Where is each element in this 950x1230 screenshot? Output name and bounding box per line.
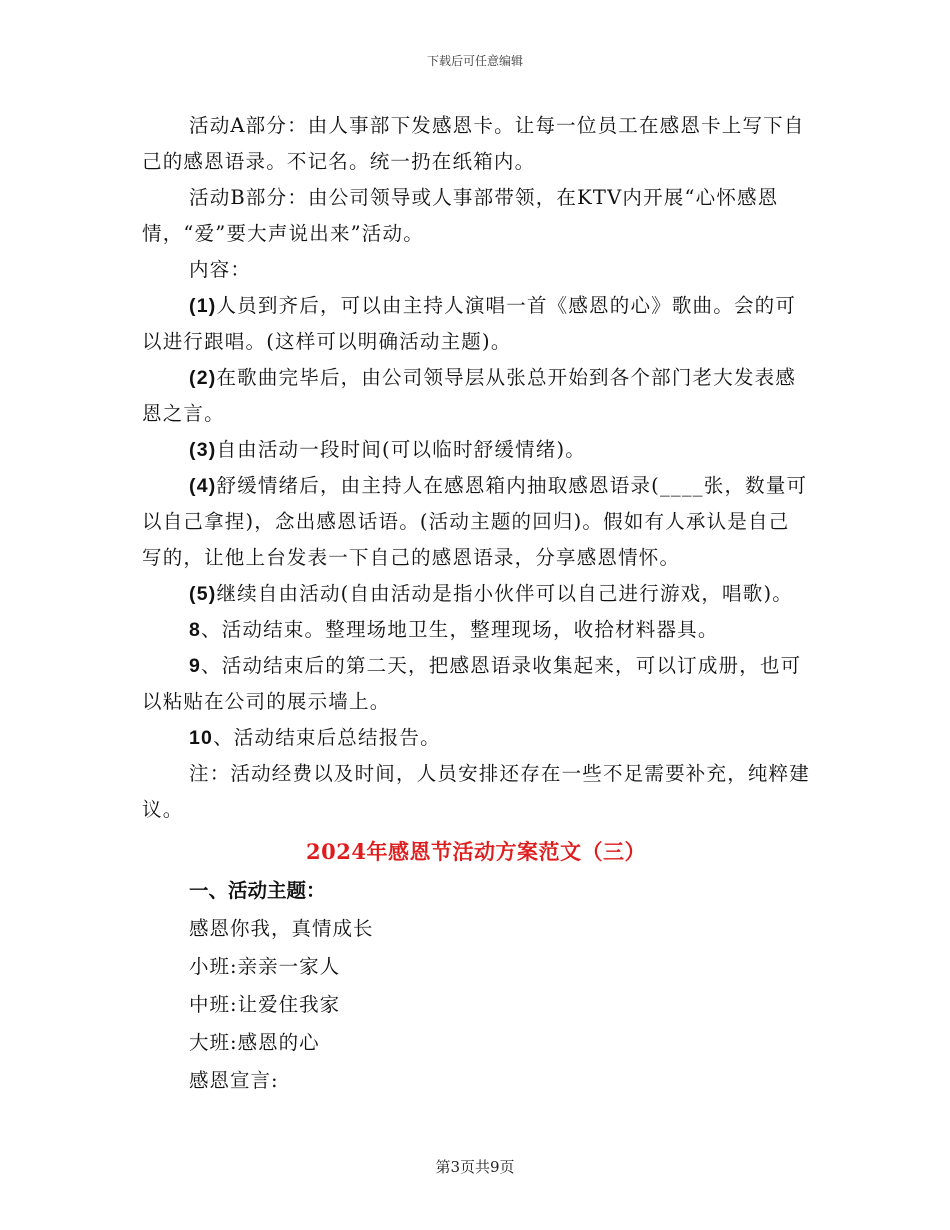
list-item-5 [142, 576, 810, 612]
paragraph-text: 活动A部分：由人事部下发感恩卡。让每一位员工在感恩卡上写下自己的感恩语录。不记名。统一扔在纸箱内。 [142, 114, 805, 173]
document-body [142, 108, 810, 1100]
list-text: 、活动结束后的第二天，把感恩语录收集起来，可以订成册，也可以粘贴在公司的展示墙上。 [142, 654, 802, 713]
list-text: 舒缓情绪后，由主持人在感恩箱内抽取感恩语录(____张，数量可以自己拿捏)，念出感恩话语。(活动主题的回归)。假如有人承认是自己写的，让他上台发表一下自己的感恩语录，分享感恩情怀。 [142, 474, 808, 569]
theme-line: 感恩宣言: [189, 1069, 279, 1092]
list-number: (5) [189, 583, 217, 605]
subheading-activity-theme: 一、活动主题： [189, 879, 326, 902]
list-item-1 [142, 288, 810, 360]
section-title: 2024年感恩节活动方案范文（三） [306, 839, 646, 864]
page-number: 第3页共9页 [435, 1158, 515, 1176]
theme-line: 小班:亲亲一家人 [189, 955, 341, 978]
list-text: 自由活动一段时间(可以临时舒缓情绪)。 [216, 438, 586, 461]
list-text: 继续自由活动(自由活动是指小伙伴可以自己进行游戏，唱歌)。 [216, 582, 793, 605]
paragraph-activity-a [142, 108, 810, 180]
theme-line: 大班:感恩的心 [189, 1031, 320, 1054]
list-item-8 [142, 612, 810, 648]
list-number: 10 [189, 727, 214, 749]
paragraph-activity-b [142, 180, 810, 252]
list-item-9 [142, 648, 810, 720]
page-header: 下载后可任意编辑 [426, 54, 523, 68]
list-text: 、活动结束后总结报告。 [213, 726, 441, 749]
list-text: 、活动结束。整理场地卫生，整理现场，收拾材料器具。 [201, 618, 719, 641]
list-number: (3) [189, 439, 217, 461]
paragraph-text: 活动B部分：由公司领导或人事部带领，在KTV内开展“心怀感恩情，“爱”要大声说出来”活动。 [142, 186, 779, 245]
list-item-3 [142, 432, 810, 468]
list-item-10 [142, 720, 810, 756]
theme-line: 中班:让爱住我家 [189, 993, 341, 1016]
list-text: 人员到齐后，可以由主持人演唱一首《感恩的心》歌曲。会的可以进行跟唱。(这样可以明确活动主题)。 [142, 294, 797, 353]
list-number: 8 [189, 619, 202, 641]
list-text: 在歌曲完毕后，由公司领导层从张总开始到各个部门老大发表感恩之言。 [142, 366, 797, 425]
paragraph-note [142, 756, 810, 828]
list-number: (2) [189, 367, 217, 389]
list-item-2 [142, 360, 810, 432]
paragraph-text: 注：活动经费以及时间，人员安排还存在一些不足需要补充，纯粹建议。 [142, 762, 811, 821]
list-number: (4) [189, 475, 217, 497]
list-item-4 [142, 468, 810, 576]
theme-line: 感恩你我，真情成长 [189, 917, 374, 940]
paragraph-content-label [142, 252, 810, 288]
list-number: (1) [189, 295, 217, 317]
list-number: 9 [189, 655, 202, 677]
paragraph-text: 内容： [189, 258, 252, 281]
